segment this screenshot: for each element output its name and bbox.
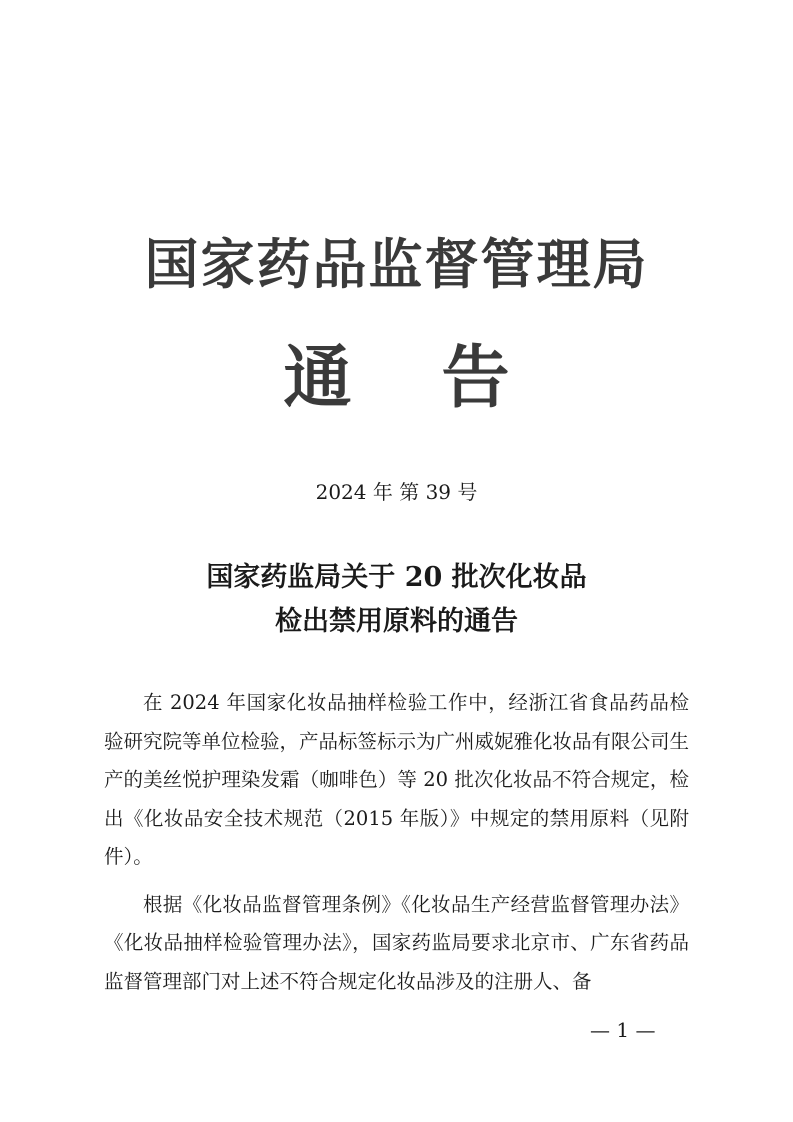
agency-title: 国家药品监督管理局 [144,232,649,296]
body-paragraph-2: 根据《化妆品监督管理条例》《化妆品生产经营监督管理办法》《化妆品抽样检验管理办法》，国家药监局要求北京市、广东省药品监督管理部门对上述不符合规定化妆品涉及的注册人、备 [104,892,689,993]
notice-title-char-1: 通 [283,338,352,418]
notice-title-char-2: 告 [441,338,510,418]
document-heading [0,556,793,644]
body-paragraph-1: 在 2024 年国家化妆品抽样检验工作中，经浙江省食品药品检验研究院等单位检验，产品标签标示为广州威妮雅化妆品有限公司生产的美丝悦护理染发霜（咖啡色）等 20 批次化妆品不符合规定，检出《化妆品安全技术规范（2015 年版）》中规定的禁用原料（见附件）。 [104,691,690,868]
page-number: — 1 — [590,1018,656,1042]
document-heading-line-2: 检出禁用原料的通告 [275,606,518,637]
document-heading-line-1: 国家药监局关于 20 批次化妆品 [206,562,587,593]
document-number: 2024 年 第 39 号 [315,480,478,504]
document-body [104,684,689,1010]
notice-title [0,340,793,416]
